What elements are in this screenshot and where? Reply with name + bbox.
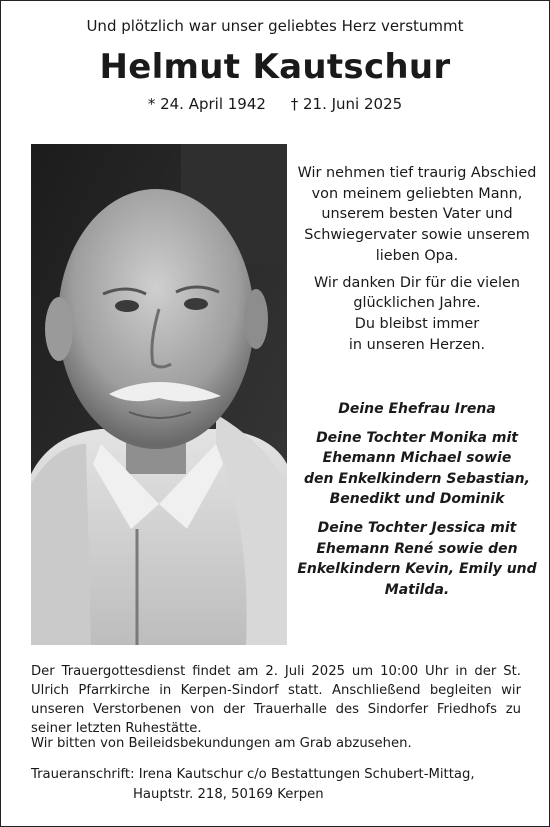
farewell-paragraph-1: Wir nehmen tief traurig Abschied von meinem geliebten Mann, unserem besten Vater und Schwiegervater sowie unserem lieben Opa. bbox=[297, 165, 537, 264]
signature-daughter-monika: Deine Tochter Monika mit Ehemann Michael sowie den Enkelkindern Sebastian, Benedikt und Dominik bbox=[304, 429, 530, 508]
signature-daughter-jessica: Deine Tochter Jessica mit Ehemann René sowie den Enkelkindern Kevin, Emily und Matilda. bbox=[297, 519, 537, 598]
headline: Und plötzlich war unser geliebtes Herz verstummt bbox=[86, 17, 464, 35]
address-line-1: Traueranschrift: Irena Kautschur c/o Bestattungen Schubert-Mittag, bbox=[31, 767, 475, 782]
funeral-service-info: Der Trauergottesdienst findet am 2. Juli 2025 um 10:00 Uhr in der St. Ulrich Pfarrkirche in Kerpen-Sindorf statt. Anschließend begleiten wir unseren Verstorbenen von der Trauerhalle des Sindorfer Friedhofs zu seiner letzten Ruhestätte. bbox=[31, 664, 521, 736]
deceased-name: Helmut Kautschur bbox=[99, 47, 451, 87]
death-date: † 21. Juni 2025 bbox=[290, 95, 403, 113]
address-line-2: Hauptstr. 218, 50169 Kerpen bbox=[133, 786, 324, 802]
life-dates bbox=[1, 95, 549, 113]
condolence-note: Wir bitten von Beileidsbekundungen am Grab abzusehen. bbox=[31, 736, 412, 751]
farewell-text bbox=[297, 163, 537, 361]
family-signatures bbox=[297, 399, 537, 608]
farewell-paragraph-2: Wir danken Dir für die vielen glücklichen Jahre. Du bleibst immer in unseren Herzen. bbox=[314, 274, 520, 353]
signature-wife: Deine Ehefrau Irena bbox=[338, 401, 496, 417]
birth-date: * 24. April 1942 bbox=[147, 95, 266, 113]
mourning-address bbox=[31, 765, 475, 804]
portrait-photo bbox=[31, 144, 287, 645]
